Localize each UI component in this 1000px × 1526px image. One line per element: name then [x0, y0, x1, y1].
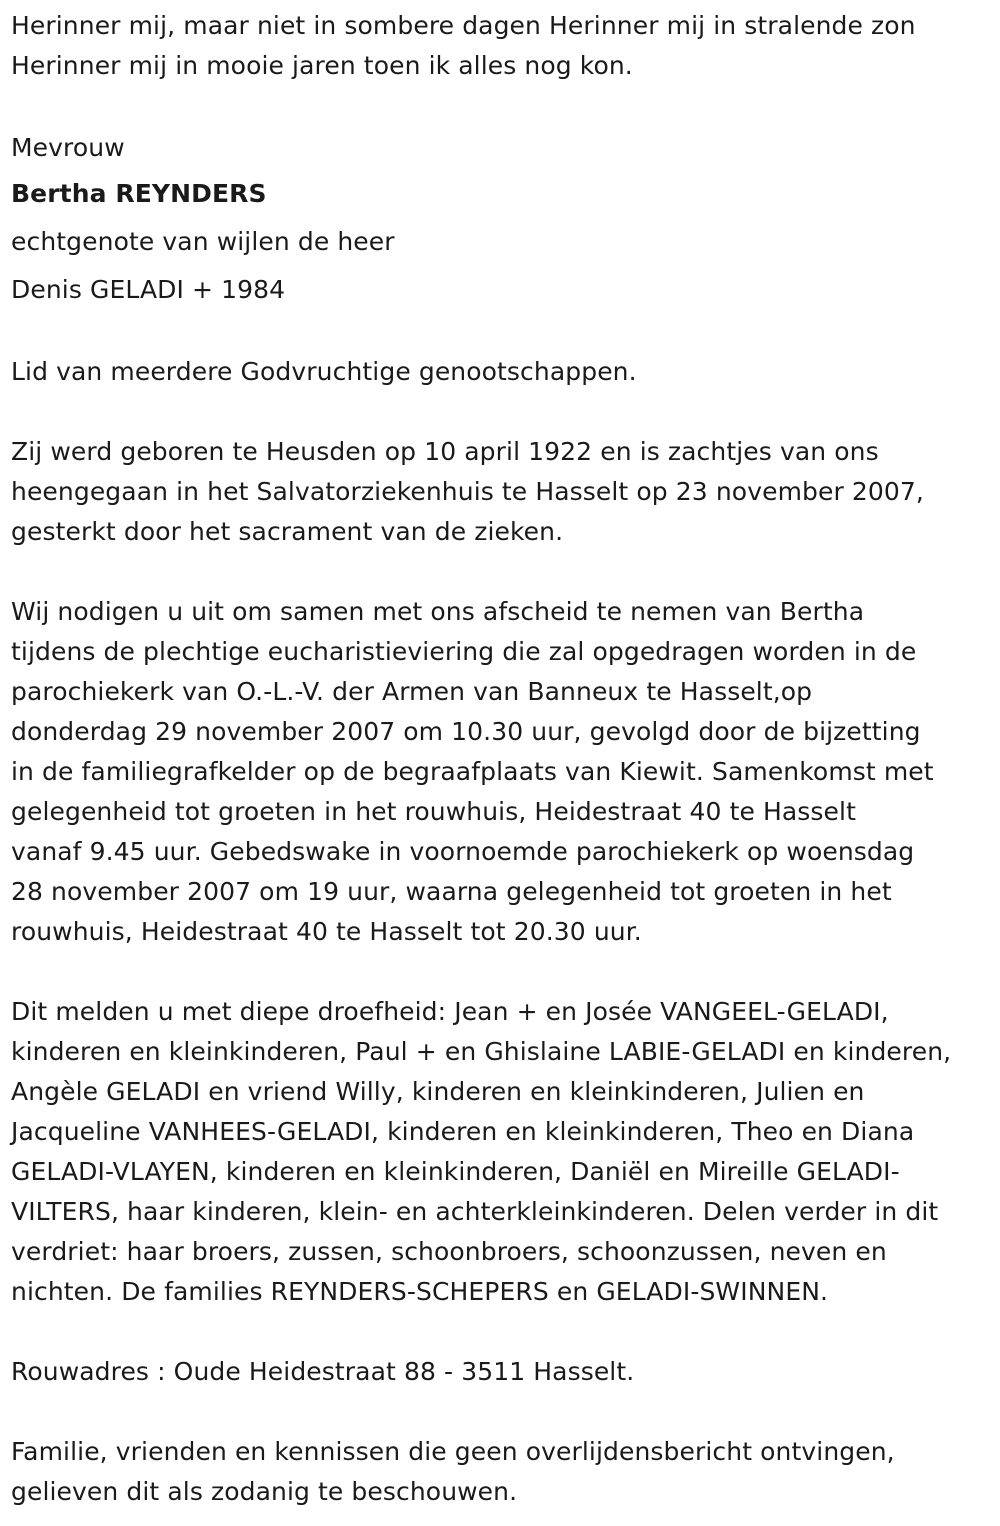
- spacer: [11, 392, 991, 432]
- paragraph-line: verdriet: haar broers, zussen, schoonbroers, schoonzussen, neven en: [11, 1237, 887, 1266]
- paragraph-line: parochiekerk van O.-L.-V. der Armen van Banneux te Hasselt,op: [11, 677, 813, 706]
- verse-line: Herinner mij in mooie jaren toen ik alles nog kon.: [11, 51, 633, 80]
- spacer: [11, 1392, 991, 1432]
- birth-death-paragraph: [11, 432, 991, 552]
- paragraph-line: gelieven dit als zodanig te beschouwen.: [11, 1477, 518, 1506]
- paragraph-line: vanaf 9.45 uur. Gebedswake in voornoemde parochiekerk op woensdag: [11, 837, 915, 866]
- family-paragraph: [11, 992, 991, 1312]
- spacer: [11, 86, 991, 126]
- paragraph-line: Zij werd geboren te Heusden op 10 april 1922 en is zachtjes van ons: [11, 437, 879, 466]
- paragraph-line: gesterkt door het sacrament van de zieken.: [11, 517, 564, 546]
- paragraph-line: Dit melden u met diepe droefheid: Jean + en Josée VANGEEL-GELADI,: [11, 997, 889, 1026]
- obituary-document: [11, 6, 991, 1512]
- salutation: Mevrouw: [11, 133, 125, 162]
- paragraph-line: nichten. De families REYNDERS-SCHEPERS en GELADI-SWINNEN.: [11, 1277, 829, 1306]
- spacer: [11, 552, 991, 592]
- paragraph-line: Angèle GELADI en vriend Willy, kinderen en kleinkinderen, Julien en: [11, 1077, 865, 1106]
- closing-paragraph: [11, 1432, 991, 1512]
- paragraph-line: heengegaan in het Salvatorziekenhuis te Hasselt op 23 november 2007,: [11, 477, 924, 506]
- paragraph-line: 28 november 2007 om 19 uur, waarna gelegenheid tot groeten in het: [11, 877, 892, 906]
- paragraph-line: tijdens de plechtige eucharistieviering die zal opgedragen worden in de: [11, 637, 917, 666]
- paragraph-line: Wij nodigen u uit om samen met ons afscheid te nemen van Bertha: [11, 597, 865, 626]
- paragraph-line: VILTERS, haar kinderen, klein- en achterkleinkinderen. Delen verder in dit: [11, 1197, 939, 1226]
- spouse-name: Denis GELADI + 1984: [11, 275, 286, 304]
- paragraph-line: donderdag 29 november 2007 om 10.30 uur, gevolgd door de bijzetting: [11, 717, 921, 746]
- membership-text: Lid van meerdere Godvruchtige genootschappen.: [11, 357, 637, 386]
- paragraph-line: kinderen en kleinkinderen, Paul + en Ghislaine LABIE-GELADI en kinderen,: [11, 1037, 952, 1066]
- paragraph-line: GELADI-VLAYEN, kinderen en kleinkinderen, Daniël en Mireille GELADI-: [11, 1157, 900, 1186]
- deceased-header: [11, 126, 991, 314]
- deceased-name: Bertha REYNDERS: [11, 179, 267, 208]
- paragraph-line: Familie, vrienden en kennissen die geen overlijdensbericht ontvingen,: [11, 1437, 895, 1466]
- spacer: [11, 314, 991, 352]
- mourning-address: Rouwadres : Oude Heidestraat 88 - 3511 Hasselt.: [11, 1357, 635, 1386]
- ceremony-paragraph: [11, 592, 991, 952]
- paragraph-line: gelegenheid tot groeten in het rouwhuis, Heidestraat 40 te Hasselt: [11, 797, 856, 826]
- spacer: [11, 1312, 991, 1352]
- paragraph-line: in de familiegrafkelder op de begraafplaats van Kiewit. Samenkomst met: [11, 757, 934, 786]
- paragraph-line: rouwhuis, Heidestraat 40 te Hasselt tot 20.30 uur.: [11, 917, 642, 946]
- paragraph-line: Jacqueline VANHEES-GELADI, kinderen en kleinkinderen, Theo en Diana: [11, 1117, 915, 1146]
- relation-text: echtgenote van wijlen de heer: [11, 227, 395, 256]
- spacer: [11, 952, 991, 992]
- intro-verse: [11, 6, 991, 86]
- verse-line: Herinner mij, maar niet in sombere dagen Herinner mij in stralende zon: [11, 11, 916, 40]
